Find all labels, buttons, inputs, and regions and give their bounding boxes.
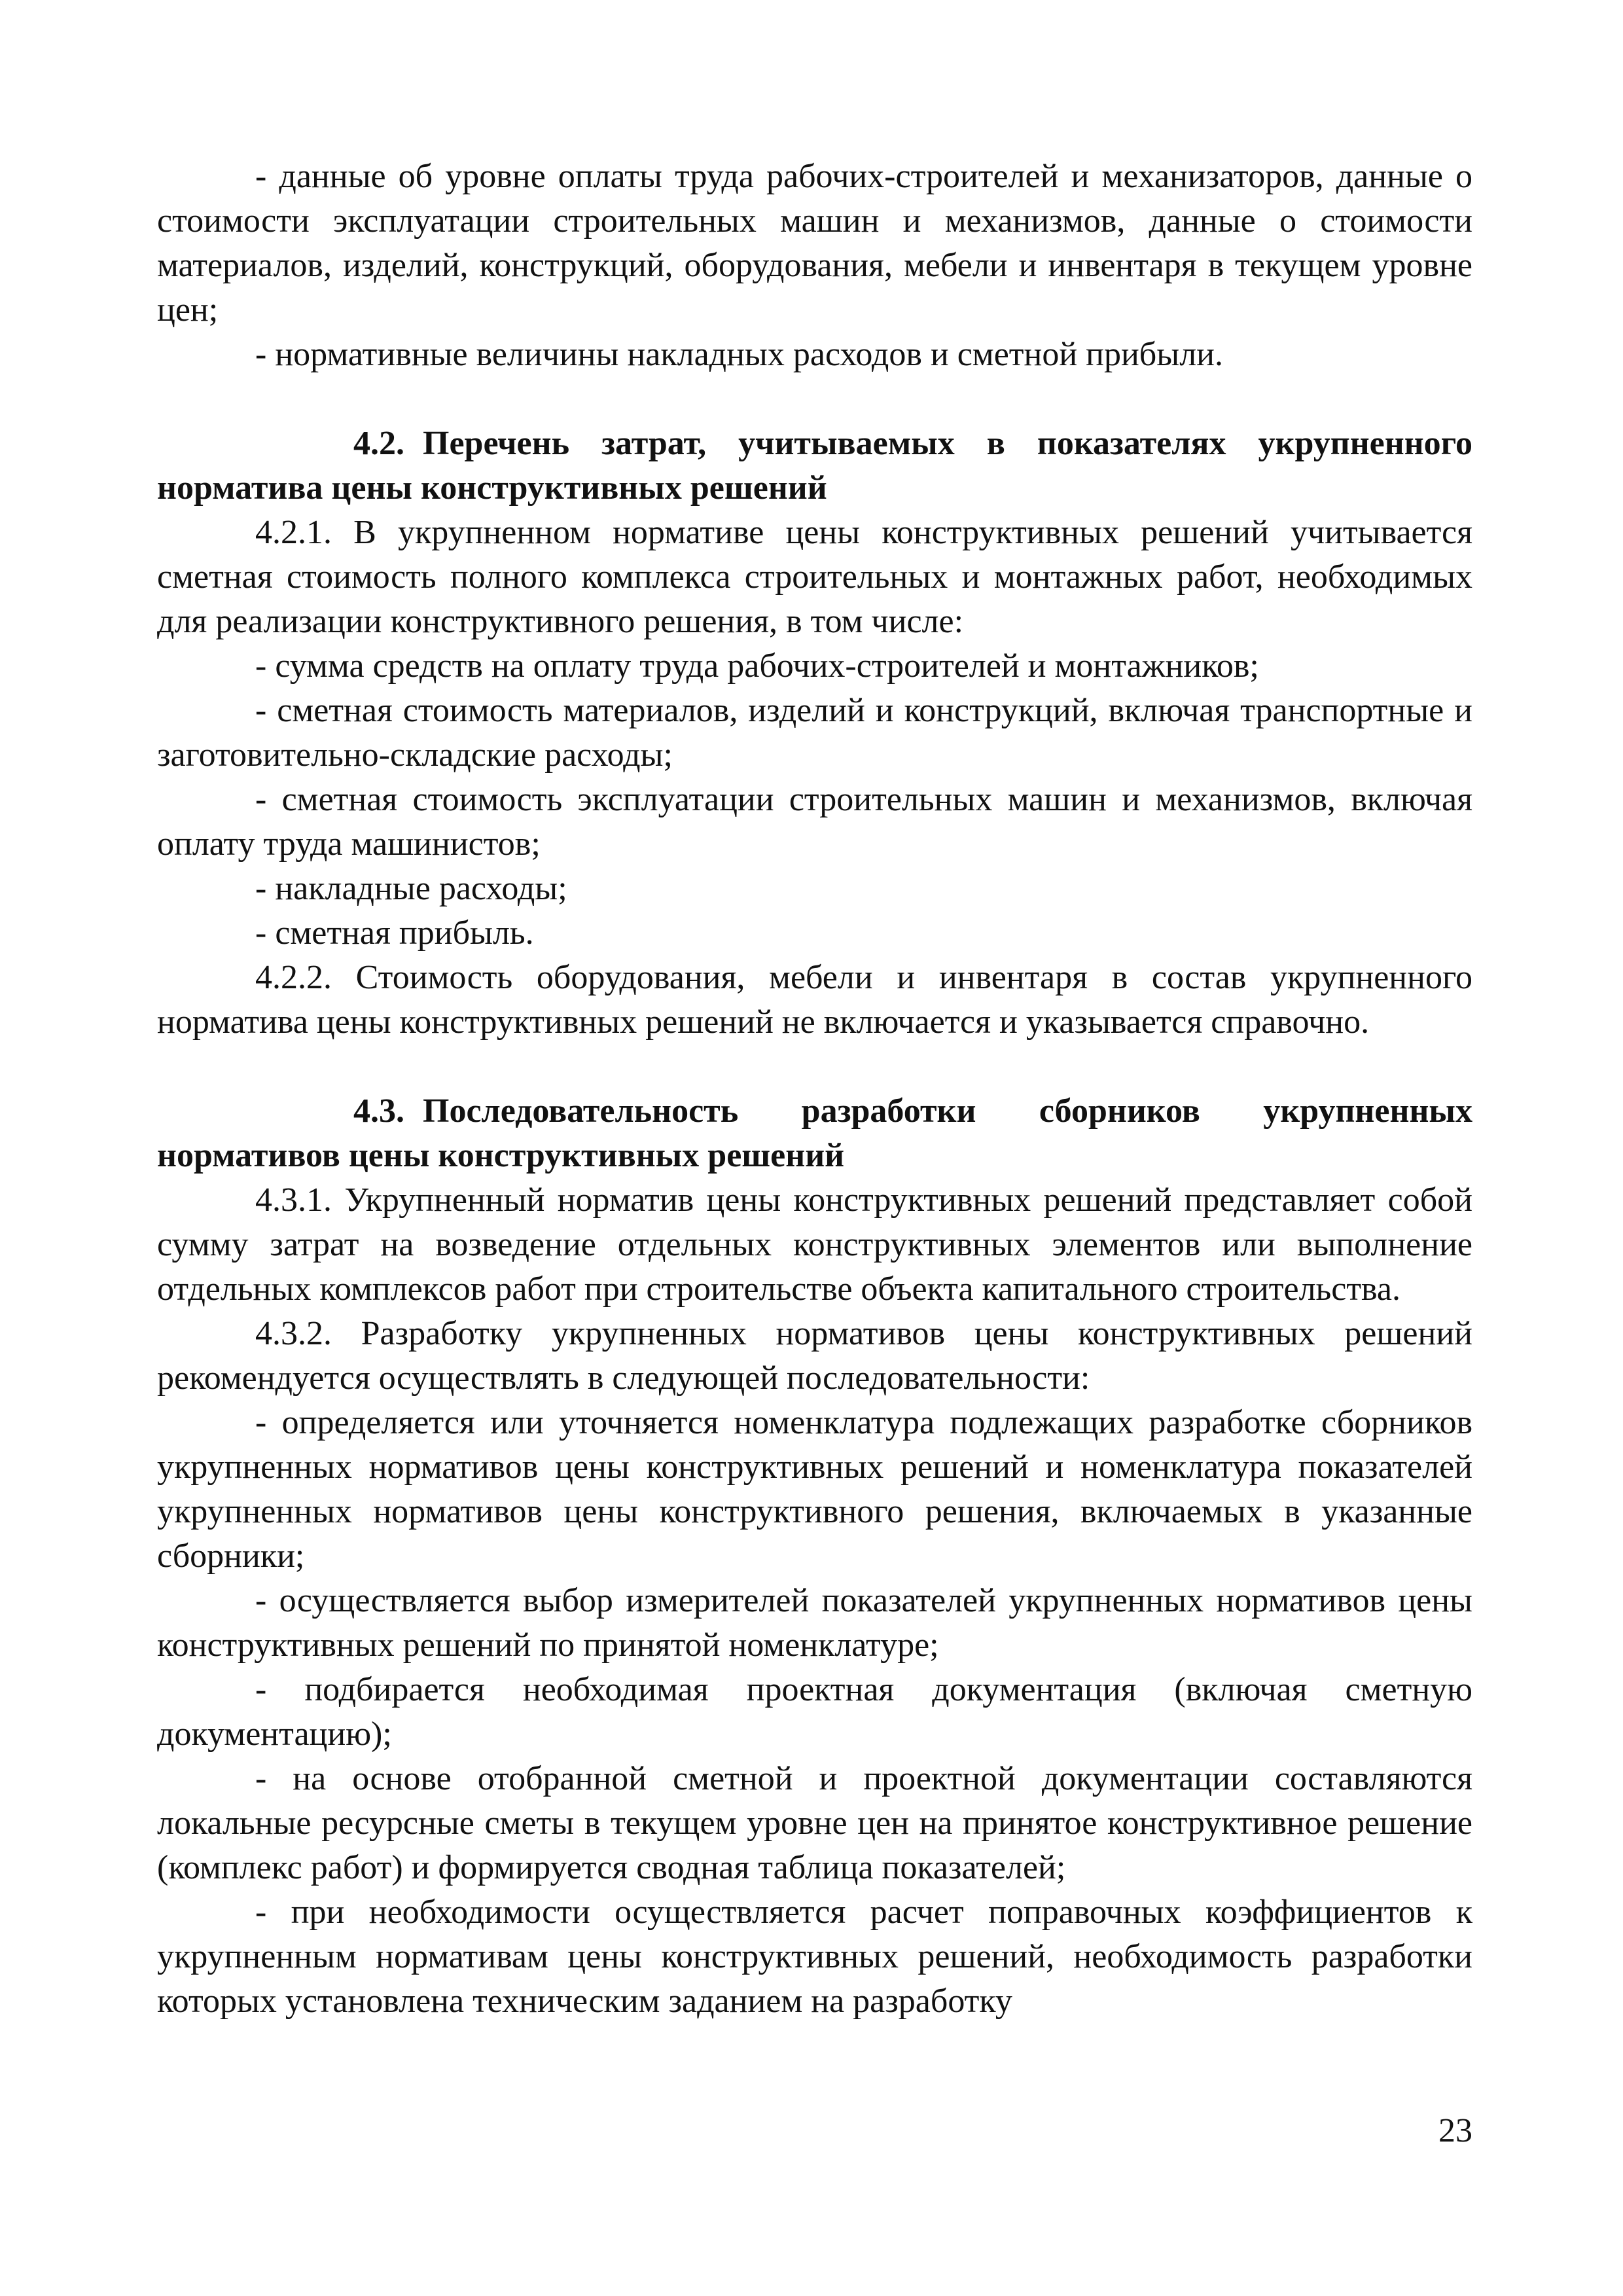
section-4-3-number: 4.3. <box>353 1092 404 1130</box>
list-item-4-2-b: - сметная стоимость материалов, изделий и конструкций, включая транспортные и заготовительно-складские расходы; <box>157 692 1472 774</box>
list-item-4-2-c: - сметная стоимость эксплуатации строительных машин и механизмов, включая оплату труда машинистов; <box>157 781 1472 863</box>
paragraph-4-3-1: 4.3.1. Укрупненный норматив цены конструктивных решений представляет собой сумму затрат на возведение отдельных конструктивных элементов или выполнение отдельных комплексов работ при строительстве объекта капитального строительства. <box>157 1181 1472 1308</box>
list-item-4-3-a: - определяется или уточняется номенклатура подлежащих разработке сборников укрупненных нормативов цены конструктивных решений и номенклатура показателей укрупненных нормативов цены конструктивного решения, включаемых в указанные сборники; <box>157 1404 1472 1575</box>
document-page <box>157 154 1472 2024</box>
section-4-2-number: 4.2. <box>353 425 404 462</box>
list-item-4-3-b: - осуществляется выбор измерителей показателей укрупненных нормативов цены конструктивных решений по принятой номенклатуре; <box>157 1582 1472 1664</box>
intro-item-2: - нормативные величины накладных расходов и сметной прибыли. <box>255 336 1223 373</box>
page-number: 23 <box>1438 2112 1472 2149</box>
section-4-2-title: Перечень затрат, учитываемых в показателях укрупненного норматива цены конструктивных решений <box>157 425 1472 507</box>
paragraph-4-3-2: 4.3.2. Разработку укрупненных нормативов цены конструктивных решений рекомендуется осуществлять в следующей последовательности: <box>157 1315 1472 1397</box>
section-4-3-heading <box>157 1089 1472 1178</box>
list-item-4-3-c: - подбирается необходимая проектная документация (включая сметную документацию); <box>157 1671 1472 1753</box>
intro-item-1: - данные об уровне оплаты труда рабочих-строителей и механизаторов, данные о стоимости эксплуатации строительных машин и механизмов, данные о стоимости материалов, изделий, конструкций, оборудования, мебели и инвентаря в текущем уровне цен; <box>157 158 1472 329</box>
paragraph-4-2-1: 4.2.1. В укрупненном нормативе цены конструктивных решений учитывается сметная стоимость полного комплекса строительных и монтажных работ, необходимых для реализации конструктивного решения, в том числе: <box>157 514 1472 640</box>
list-item-4-2-a: - сумма средств на оплату труда рабочих-строителей и монтажников; <box>255 647 1259 685</box>
list-item-4-2-d: - накладные расходы; <box>255 870 567 907</box>
section-4-2-heading <box>157 422 1472 511</box>
list-item-4-2-e: - сметная прибыль. <box>255 914 534 952</box>
list-item-4-3-e: - при необходимости осуществляется расчет поправочных коэффициентов к укрупненным нормативам цены конструктивных решений, необходимость разработки которых установлена техническим заданием на разработку <box>157 1893 1472 2020</box>
paragraph-4-2-2: 4.2.2. Стоимость оборудования, мебели и инвентаря в состав укрупненного норматива цены конструктивных решений не включается и указывается справочно. <box>157 959 1472 1041</box>
section-4-3-title: Последовательность разработки сборников укрупненных нормативов цены конструктивных решений <box>157 1092 1472 1174</box>
list-item-4-3-d: - на основе отобранной сметной и проектной документации составляются локальные ресурсные сметы в текущем уровне цен на принятое конструктивное решение (комплекс работ) и формируется сводная таблица показателей; <box>157 1760 1472 1886</box>
